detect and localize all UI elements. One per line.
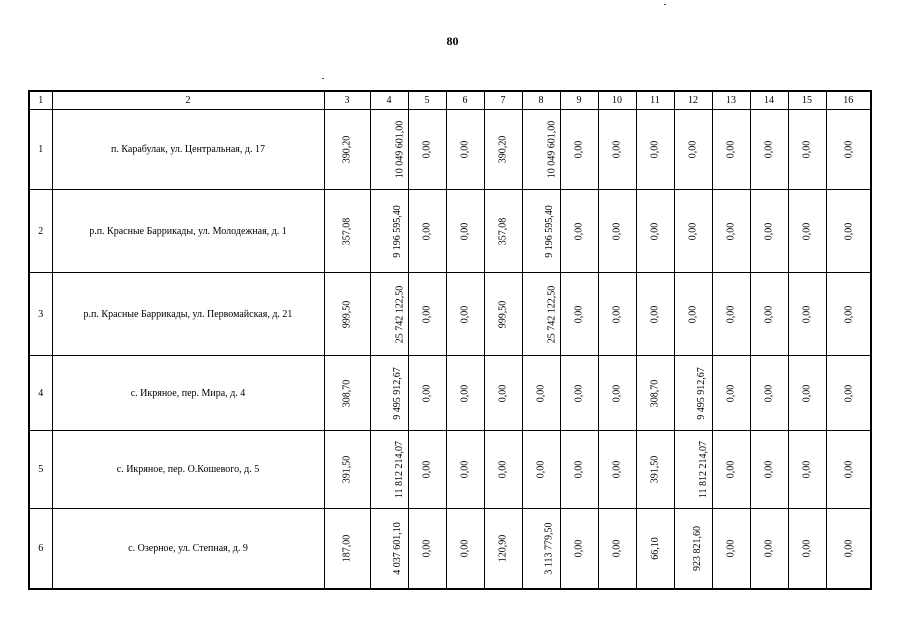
value-cell xyxy=(324,273,370,356)
column-header: 15 xyxy=(788,91,826,110)
value-cell xyxy=(826,431,871,509)
value-cell xyxy=(408,356,446,431)
value-cell xyxy=(750,356,788,431)
value-cell xyxy=(788,110,826,190)
value-text: 0,00 xyxy=(842,222,854,240)
value-cell xyxy=(522,273,560,356)
value-cell xyxy=(560,110,598,190)
value-text: 0,00 xyxy=(421,140,433,159)
value-cell xyxy=(636,431,674,509)
address-cell: п. Карабулак, ул. Центральная, д. 17 xyxy=(52,110,324,190)
value-text: 0,00 xyxy=(611,539,623,557)
value-text: 999,50 xyxy=(341,300,353,328)
value-text: 0,00 xyxy=(687,140,699,159)
value-text: 0,00 xyxy=(535,384,547,402)
row-number: 1 xyxy=(29,110,52,190)
value-cell xyxy=(598,110,636,190)
value-text: 4 037 601,10 xyxy=(391,522,403,575)
value-cell xyxy=(750,110,788,190)
value-cell xyxy=(598,273,636,356)
column-header: 6 xyxy=(446,91,484,110)
table-row xyxy=(29,273,871,356)
column-header: 11 xyxy=(636,91,674,110)
value-text: 0,00 xyxy=(459,539,471,557)
value-text: 0,00 xyxy=(763,140,775,159)
row-number: 4 xyxy=(29,356,52,431)
value-cell xyxy=(446,190,484,273)
value-text: 0,00 xyxy=(725,539,737,557)
value-text: 0,00 xyxy=(725,140,737,159)
value-cell xyxy=(636,356,674,431)
value-text: 0,00 xyxy=(573,460,585,479)
value-text: 0,00 xyxy=(649,140,661,159)
value-cell xyxy=(446,509,484,589)
value-cell xyxy=(446,110,484,190)
value-text: 390,20 xyxy=(497,135,509,164)
table-row xyxy=(29,110,871,190)
value-text: 0,00 xyxy=(421,460,433,479)
row-number: 6 xyxy=(29,509,52,589)
value-cell xyxy=(484,356,522,431)
value-cell xyxy=(370,190,408,273)
value-text: 11 812 214,07 xyxy=(393,440,405,499)
value-cell xyxy=(636,190,674,273)
column-header: 13 xyxy=(712,91,750,110)
header-row xyxy=(29,91,871,110)
value-cell xyxy=(788,190,826,273)
value-cell xyxy=(712,190,750,273)
value-text: 0,00 xyxy=(649,222,661,240)
value-text: 10 049 601,00 xyxy=(393,120,405,179)
value-text: 0,00 xyxy=(801,305,813,323)
value-cell xyxy=(788,273,826,356)
value-text: 390,20 xyxy=(341,135,353,164)
value-text: 10 049 601,00 xyxy=(545,120,557,179)
row-number: 5 xyxy=(29,431,52,509)
value-cell xyxy=(826,509,871,589)
scan-speck xyxy=(664,4,666,5)
value-cell xyxy=(598,509,636,589)
value-cell xyxy=(674,431,712,509)
value-text: 999,50 xyxy=(497,300,509,328)
column-header: 1 xyxy=(29,91,52,110)
address-cell: с. Икряное, пер. Мира, д. 4 xyxy=(52,356,324,431)
value-text: 0,00 xyxy=(801,539,813,557)
value-text: 0,00 xyxy=(459,384,471,402)
value-text: 0,00 xyxy=(649,305,661,323)
scan-speck xyxy=(322,78,324,79)
value-text: 0,00 xyxy=(573,305,585,323)
column-header: 7 xyxy=(484,91,522,110)
value-cell xyxy=(636,273,674,356)
value-text: 0,00 xyxy=(573,384,585,402)
value-cell xyxy=(522,190,560,273)
value-cell xyxy=(324,509,370,589)
value-text: 0,00 xyxy=(459,140,471,159)
value-text: 9 196 595,40 xyxy=(543,204,555,258)
table-row xyxy=(29,190,871,273)
column-header: 8 xyxy=(522,91,560,110)
value-text: 0,00 xyxy=(459,460,471,479)
value-text: 0,00 xyxy=(573,539,585,557)
value-cell xyxy=(484,190,522,273)
value-cell xyxy=(750,273,788,356)
data-table xyxy=(28,90,872,590)
value-cell xyxy=(408,509,446,589)
value-cell xyxy=(370,431,408,509)
value-cell xyxy=(408,190,446,273)
value-cell xyxy=(522,356,560,431)
value-cell xyxy=(560,431,598,509)
value-text: 0,00 xyxy=(725,222,737,240)
value-text: 357,08 xyxy=(497,217,509,245)
value-cell xyxy=(370,509,408,589)
value-text: 357,08 xyxy=(341,217,353,245)
value-text: 0,00 xyxy=(497,460,509,479)
value-text: 0,00 xyxy=(611,140,623,159)
value-cell xyxy=(712,509,750,589)
value-cell xyxy=(750,431,788,509)
value-text: 0,00 xyxy=(801,460,813,479)
address-cell: с. Икряное, пер. О.Кошевого, д. 5 xyxy=(52,431,324,509)
value-cell xyxy=(788,356,826,431)
column-header: 9 xyxy=(560,91,598,110)
value-cell xyxy=(324,356,370,431)
value-cell xyxy=(370,110,408,190)
value-cell xyxy=(636,509,674,589)
value-text: 0,00 xyxy=(497,384,509,402)
value-cell xyxy=(674,356,712,431)
value-cell xyxy=(598,190,636,273)
value-text: 308,70 xyxy=(341,379,353,407)
value-text: 0,00 xyxy=(687,305,699,323)
value-cell xyxy=(560,509,598,589)
value-text: 0,00 xyxy=(842,140,854,159)
address-cell: р.п. Красные Баррикады, ул. Первомайская, д. 21 xyxy=(52,273,324,356)
value-cell xyxy=(598,431,636,509)
value-cell xyxy=(370,356,408,431)
value-cell xyxy=(750,190,788,273)
value-cell xyxy=(712,356,750,431)
value-text: 0,00 xyxy=(459,305,471,323)
value-text: 11 812 214,07 xyxy=(697,440,709,499)
value-text: 0,00 xyxy=(573,222,585,240)
value-cell xyxy=(826,110,871,190)
value-cell xyxy=(484,273,522,356)
value-text: 0,00 xyxy=(801,222,813,240)
value-cell xyxy=(788,509,826,589)
value-text: 0,00 xyxy=(763,222,775,240)
table-row xyxy=(29,356,871,431)
value-text: 0,00 xyxy=(611,305,623,323)
value-text: 120,90 xyxy=(497,534,509,562)
value-text: 0,00 xyxy=(459,222,471,240)
value-text: 0,00 xyxy=(725,460,737,479)
column-header: 5 xyxy=(408,91,446,110)
value-cell xyxy=(826,273,871,356)
value-text: 391,50 xyxy=(341,455,353,484)
page-number: 80 xyxy=(446,34,459,48)
value-text: 0,00 xyxy=(763,384,775,402)
value-text: 0,00 xyxy=(611,222,623,240)
value-text: 0,00 xyxy=(842,384,854,402)
address-cell: р.п. Красные Баррикады, ул. Молодежная, д. 1 xyxy=(52,190,324,273)
value-text: 0,00 xyxy=(421,539,433,557)
value-text: 0,00 xyxy=(842,305,854,323)
value-text: 0,00 xyxy=(421,222,433,240)
value-text: 308,70 xyxy=(649,379,661,407)
value-cell xyxy=(408,110,446,190)
value-cell xyxy=(446,356,484,431)
value-text: 9 196 595,40 xyxy=(391,204,403,258)
value-cell xyxy=(484,110,522,190)
value-text: 25 742 122,50 xyxy=(393,285,405,343)
value-text: 25 742 122,50 xyxy=(545,285,557,343)
value-text: 0,00 xyxy=(687,222,699,240)
value-cell xyxy=(560,273,598,356)
table-row xyxy=(29,431,871,509)
value-cell xyxy=(324,431,370,509)
value-cell xyxy=(712,110,750,190)
value-cell xyxy=(324,190,370,273)
value-cell xyxy=(674,273,712,356)
value-text: 923 821,60 xyxy=(691,525,703,571)
row-number: 3 xyxy=(29,273,52,356)
value-text: 0,00 xyxy=(763,305,775,323)
value-cell xyxy=(636,110,674,190)
value-text: 0,00 xyxy=(725,305,737,323)
value-cell xyxy=(560,356,598,431)
value-text: 0,00 xyxy=(611,460,623,479)
value-cell xyxy=(674,509,712,589)
value-cell xyxy=(522,431,560,509)
value-cell xyxy=(446,273,484,356)
value-cell xyxy=(522,110,560,190)
value-cell xyxy=(522,509,560,589)
value-cell xyxy=(446,431,484,509)
value-cell xyxy=(712,431,750,509)
value-cell xyxy=(484,509,522,589)
column-header: 14 xyxy=(750,91,788,110)
value-cell xyxy=(826,190,871,273)
value-cell xyxy=(788,431,826,509)
value-cell xyxy=(408,273,446,356)
value-cell xyxy=(750,509,788,589)
value-text: 0,00 xyxy=(421,384,433,402)
value-cell xyxy=(408,431,446,509)
value-text: 3 113 779,50 xyxy=(543,522,555,575)
column-header: 3 xyxy=(324,91,370,110)
value-text: 9 495 912,67 xyxy=(695,366,707,420)
column-header: 12 xyxy=(674,91,712,110)
value-text: 0,00 xyxy=(421,305,433,323)
row-number: 2 xyxy=(29,190,52,273)
value-text: 0,00 xyxy=(842,539,854,557)
value-text: 0,00 xyxy=(535,460,547,479)
column-header: 2 xyxy=(52,91,324,110)
value-cell xyxy=(674,110,712,190)
value-text: 66,10 xyxy=(649,537,661,560)
value-cell xyxy=(560,190,598,273)
value-text: 0,00 xyxy=(763,539,775,557)
value-text: 0,00 xyxy=(611,384,623,402)
value-cell xyxy=(826,356,871,431)
column-header: 10 xyxy=(598,91,636,110)
value-text: 187,00 xyxy=(341,534,353,562)
value-cell xyxy=(324,110,370,190)
value-cell xyxy=(598,356,636,431)
value-cell xyxy=(674,190,712,273)
table-row xyxy=(29,509,871,589)
value-text: 0,00 xyxy=(801,140,813,159)
value-cell xyxy=(370,273,408,356)
address-cell: с. Озерное, ул. Степная, д. 9 xyxy=(52,509,324,589)
value-text: 0,00 xyxy=(801,384,813,402)
value-text: 9 495 912,67 xyxy=(391,366,403,420)
value-cell xyxy=(484,431,522,509)
value-text: 0,00 xyxy=(842,460,854,479)
column-header: 16 xyxy=(826,91,871,110)
value-text: 0,00 xyxy=(763,460,775,479)
value-text: 0,00 xyxy=(725,384,737,402)
value-text: 391,50 xyxy=(649,455,661,484)
column-header: 4 xyxy=(370,91,408,110)
value-text: 0,00 xyxy=(573,140,585,159)
value-cell xyxy=(712,273,750,356)
